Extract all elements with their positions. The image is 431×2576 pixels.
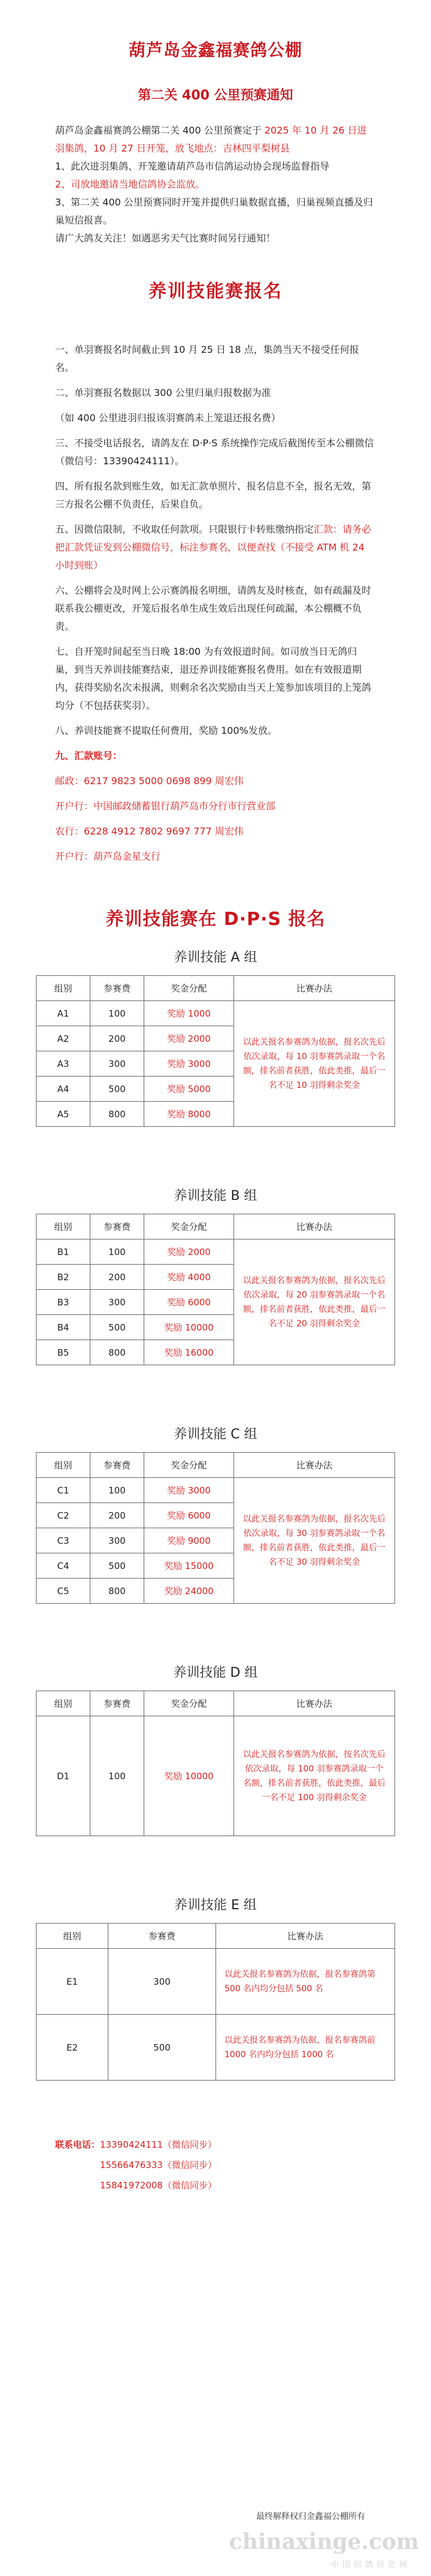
table-row: A5 800 奖励 8000: [37, 1102, 395, 1127]
col-header: 参赛费: [90, 1453, 144, 1478]
col-header: 参赛费: [90, 1214, 144, 1239]
notice-para-2: 1、此次进羽集鸽、开笼邀请葫芦岛市信鸽运动协会现场监督指导: [55, 161, 330, 172]
dps-title: 养训技能赛在 D·P·S 报名: [105, 909, 326, 930]
signup-item: 五、因微信限制，不收取任何款项。只限银行卡转账缴纳指定汇款：请务必把汇款凭证发到公棚微信号，标注参赛名，以便查找（不接受 ATM 机 24 小时到账）: [55, 524, 372, 571]
col-header: 奖金分配: [144, 1691, 234, 1716]
col-header: 比赛办法: [216, 1924, 395, 1949]
table-row: A3 300 奖励 3000: [37, 1051, 395, 1077]
notice-para-3: 2、司放地邀请当地信鸽协会监放。: [55, 179, 205, 190]
signup-item: 七、自开笼时间起至当日晚 18:00 为有效报道时间。如司放当日无鸽归巢，到当天养训技能赛结束，退还养训技能赛报名费用。如在有效报道期内，获得奖励名次未报满，则剩余名次奖励由当天上笼参加该项目的上笼鸽均分（不包括获奖羽）。: [55, 646, 372, 711]
table-row: B2 200 奖励 4000: [37, 1265, 395, 1290]
notice-body: [0, 122, 431, 247]
col-header: 组别: [37, 1214, 90, 1239]
col-header: 奖金分配: [144, 1214, 234, 1239]
col-header: 组别: [37, 1924, 108, 1949]
pay-title: 九、汇款账号：: [55, 750, 123, 761]
notice-para-4: 3、第二关 400 公里预赛同时开笼并提供归巢数据直播，归巢视频直播及归巢短信报喜。: [55, 196, 373, 226]
signup-item: 四、所有报名款到账生效，如无汇款单照片、报名信息不全，报名无效，第三方报名公棚不负责任，后果自负。: [55, 480, 372, 510]
signup-item: 八、养训技能赛不提取任何费用，奖励 100%发放。: [55, 725, 277, 736]
rights-note: 最终解释权归金鑫福公棚所有: [256, 2512, 365, 2521]
contact-label: 联系电话：: [55, 2139, 101, 2150]
table-row: B1 100 奖励 2000 以此关报名参赛鸽为依据，报名次先后依次录取，每 20 羽参赛鸽录取一个名额，排名前者获胜，依此类推，最后一名不足 20 羽得剩余奖金: [37, 1239, 395, 1265]
col-header: 比赛办法: [234, 1214, 395, 1239]
table-row: C4 500 奖励 15000: [37, 1553, 395, 1579]
group-b-title: 养训技能 B 组: [174, 1189, 257, 1204]
group-c-table: [36, 1452, 395, 1604]
col-header: 比赛办法: [234, 1453, 395, 1478]
watermark-sub: 中国信鸽信息网: [330, 2560, 411, 2569]
col-header: 奖金分配: [144, 1453, 234, 1478]
group-d-table: [36, 1691, 395, 1836]
pay-line: 农行：6228 4912 7802 9697 777 周宏伟: [55, 826, 244, 837]
group-a-title: 养训技能 A 组: [174, 950, 257, 965]
col-header: 参赛费: [90, 976, 144, 1001]
group-c-rule: 以此关报名参赛鸽为依据，报名次先后依次录取，每 30 羽参赛鸽录取一个名额，排名前者获胜，依此类推，最后一名不足 30 羽得剩余奖金: [234, 1478, 395, 1604]
contact-block: [0, 2134, 431, 2196]
table-header-row: [37, 1924, 395, 1949]
col-header: 组别: [37, 1453, 90, 1478]
signup-item: 二、单羽赛报名数据以 300 公里归巢归报数据为准: [55, 387, 271, 398]
contact-phone: 15841972008（微信同步）: [100, 2180, 217, 2191]
group-b-rule: 以此关报名参赛鸽为依据，报名次先后依次录取，每 20 羽参赛鸽录取一个名额，排名前者获胜，依此类推，最后一名不足 20 羽得剩余奖金: [234, 1239, 395, 1365]
col-header: 组别: [37, 976, 90, 1001]
table-header-row: [37, 976, 395, 1001]
group-d-title: 养训技能 D 组: [173, 1665, 258, 1680]
notice-para-5: 请广大鸽友关注！如遇恶劣天气比赛时间另行通知！: [55, 232, 276, 244]
group-d-rule: 以此关报名参赛鸽为依据，按名次先后依次录取，每 100 羽参赛鸽录取一个名额，排名前者获胜，依此类推，最后一名不足 100 羽得剩余奖金: [234, 1716, 395, 1836]
table-row: A4 500 奖励 5000: [37, 1077, 395, 1102]
notice-para-1: 葫芦岛金鑫福赛鸽公棚第二关 400 公里预赛定于 2025 年 10 月 26 日进羽集鸽，10 月 27 日开笼，放飞地点：吉林四平梨树县: [55, 125, 367, 154]
col-header: 比赛办法: [234, 1691, 395, 1716]
table-row: B4 500 奖励 10000: [37, 1315, 395, 1340]
remit-warning: 汇款：请务必把汇款凭证发到公棚微信号，标注参赛名，以便查找（不接受 ATM 机 24 小时到账）: [55, 524, 372, 571]
table-row: C3 300 奖励 9000: [37, 1528, 395, 1553]
watermark: chinaxinge.com: [229, 2529, 419, 2554]
contact-phone: 15566476333（微信同步）: [100, 2160, 217, 2170]
table-row: C1 100 奖励 3000 以此关报名参赛鸽为依据，报名次先后依次录取，每 30 羽参赛鸽录取一个名额，排名前者获胜，依此类推，最后一名不足 30 羽得剩余奖金: [37, 1478, 395, 1503]
notice-date: 2025 年 10 月 26 日进羽集鸽，10 月 27 日开笼，放飞地点：吉林四平梨树县: [55, 125, 367, 154]
table-row: D1 100 奖励 10000 以此关报名参赛鸽为依据，按名次先后依次录取，每 100 羽参赛鸽录取一个名额，排名前者获胜，依此类推，最后一名不足 100 羽得剩余奖金: [37, 1716, 395, 1836]
signup-title: 养训技能赛报名: [148, 281, 283, 302]
pay-line: 开户行：葫芦岛金星支行: [55, 851, 161, 862]
page-title: 葫芦岛金鑫福赛鸽公棚: [128, 40, 302, 60]
group-c-title: 养训技能 C 组: [174, 1427, 257, 1442]
group-a-table: [36, 975, 395, 1127]
table-header-row: [37, 1691, 395, 1716]
table-row: C2 200 奖励 6000: [37, 1503, 395, 1528]
table-row: B3 300 奖励 6000: [37, 1290, 395, 1315]
group-e-table: [36, 1923, 395, 2081]
table-row: A2 200 奖励 2000: [37, 1026, 395, 1051]
group-e-rule: 以此关报名参赛鸽为依据，报名参赛鸽第 500 名内均分包括 500 名: [216, 1949, 395, 2015]
col-header: 比赛办法: [234, 976, 395, 1001]
group-e-title: 养训技能 E 组: [174, 1898, 257, 1913]
group-b-table: [36, 1214, 395, 1365]
signup-rules: [0, 341, 431, 866]
pay-line: 开户行：中国邮政储蓄银行葫芦岛市分行市行营业部: [55, 800, 276, 812]
signup-item: 六、公棚将会及时网上公示赛鸽报名明细，请鸽友及时核查，如有疏漏及时联系我公棚更改，开笼后报名单生成生效后出现任何疏漏，本公棚概不负责。: [55, 585, 372, 632]
table-row: C5 800 奖励 24000: [37, 1579, 395, 1604]
notice-subtitle: 第二关 400 公里预赛通知: [138, 88, 293, 103]
table-row: E2 500 以此关报名参赛鸽为依据，报名参赛鸽前 1000 名内均分包括 1000 名: [37, 2015, 395, 2081]
pay-line: 邮政：6217 9823 5000 0698 899 周宏伟: [55, 775, 244, 787]
table-row: E1 300 以此关报名参赛鸽为依据，报名参赛鸽第 500 名内均分包括 500 名: [37, 1949, 395, 2015]
col-header: 奖金分配: [144, 976, 234, 1001]
table-row: A1 100 奖励 1000 以此关报名参赛鸽为依据，报名次先后依次录取，每 10 羽参赛鸽录取一个名额，排名前者获胜，依此类推，最后一名不足 10 羽得剩余奖金: [37, 1001, 395, 1026]
signup-item: 三、不接受电话报名，请鸽友在 D·P·S 系统操作完成后截图传至本公棚微信（微信号：13390424111）。: [55, 437, 374, 467]
col-header: 参赛费: [108, 1924, 216, 1949]
table-row: B5 800 奖励 16000: [37, 1340, 395, 1365]
table-header-row: [37, 1214, 395, 1239]
group-a-rule: 以此关报名参赛鸽为依据，报名次先后依次录取，每 10 羽参赛鸽录取一个名额，排名前者获胜，依此类推，最后一名不足 10 羽得剩余奖金: [234, 1001, 395, 1127]
table-header-row: [37, 1453, 395, 1478]
signup-item: （如 400 公里进羽归报该羽赛鸽未上笼退还报名费）: [55, 412, 281, 424]
col-header: 组别: [37, 1691, 90, 1716]
col-header: 参赛费: [90, 1691, 144, 1716]
signup-item: 一、单羽赛报名时间截止到 10 月 25 日 18 点，集鸽当天不接受任何报名。: [55, 344, 359, 373]
contact-phone: 13390424111（微信同步）: [100, 2139, 217, 2150]
group-e-rule: 以此关报名参赛鸽为依据，报名参赛鸽前 1000 名内均分包括 1000 名: [216, 2015, 395, 2081]
